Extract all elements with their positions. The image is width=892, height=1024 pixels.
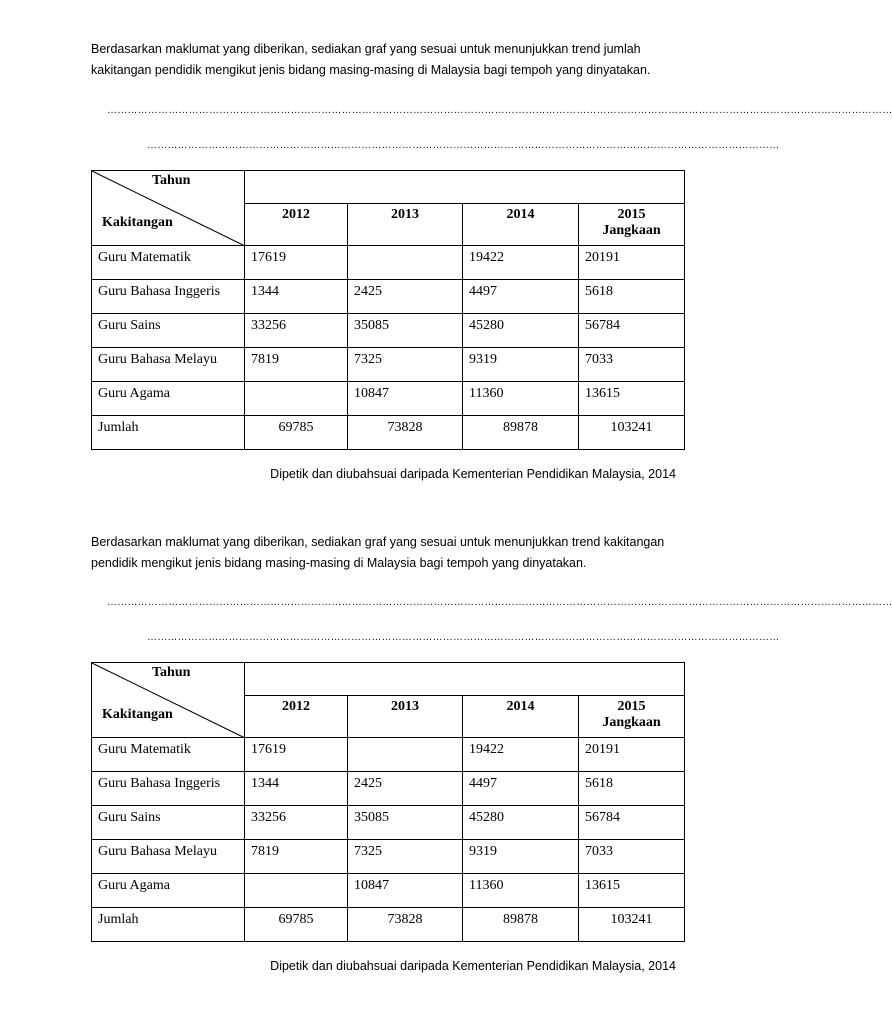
table-cell: 45280	[463, 314, 579, 348]
table-cell: 56784	[579, 806, 685, 840]
year-header: 2012	[245, 696, 348, 738]
year-header: 2014	[463, 696, 579, 738]
row-label: Guru Bahasa Melayu	[92, 840, 245, 874]
table-cell: 17619	[245, 738, 348, 772]
table-cell: 17619	[245, 246, 348, 280]
table-row	[92, 806, 685, 840]
table-cell: 20191	[579, 246, 685, 280]
table-corner-header	[92, 663, 245, 738]
table-cell: 5618	[579, 772, 685, 806]
total-cell: 89878	[463, 908, 579, 942]
table-cell: 20191	[579, 738, 685, 772]
row-label: Jumlah	[92, 908, 245, 942]
table-row	[92, 772, 685, 806]
table-cell: 7033	[579, 348, 685, 382]
total-cell: 73828	[348, 416, 463, 450]
total-cell: 103241	[579, 908, 685, 942]
table-cell: 33256	[245, 314, 348, 348]
table-cell: 11360	[463, 874, 579, 908]
row-label: Guru Bahasa Melayu	[92, 348, 245, 382]
total-row	[92, 416, 685, 450]
year-header: 2013	[348, 204, 463, 246]
year-header: 2014	[463, 204, 579, 246]
table-row	[92, 246, 685, 280]
staff-table-1	[91, 170, 685, 450]
corner-label-tahun: Tahun	[152, 665, 191, 680]
year-header-span	[245, 663, 685, 696]
answer-line-2b: ……………………………………………………………………………………………………………………………………………………………………	[147, 632, 780, 643]
table-cell: 4497	[463, 280, 579, 314]
row-label: Guru Sains	[92, 314, 245, 348]
corner-label-kakitangan: Kakitangan	[102, 215, 173, 230]
table-cell: 5618	[579, 280, 685, 314]
table-row	[92, 382, 685, 416]
table-cell: 13615	[579, 874, 685, 908]
row-label: Guru Agama	[92, 382, 245, 416]
total-cell: 89878	[463, 416, 579, 450]
question-prompt-1: Berdasarkan maklumat yang diberikan, sediakan graf yang sesuai untuk menunjukkan trend jumlah kakitangan pendidik mengikut jenis bidang masing-masing di Malaysia bagi tempoh yang dinyatakan.	[91, 42, 651, 77]
table-cell: 11360	[463, 382, 579, 416]
year-header: 2012	[245, 204, 348, 246]
table-row	[92, 280, 685, 314]
table-cell: 56784	[579, 314, 685, 348]
table-cell: 7325	[348, 840, 463, 874]
table-cell: 2425	[348, 280, 463, 314]
staff-table-2	[91, 662, 685, 942]
table-cell: 7819	[245, 348, 348, 382]
corner-label-kakitangan: Kakitangan	[102, 707, 173, 722]
year-header-span	[245, 171, 685, 204]
total-row	[92, 908, 685, 942]
table-cell: 33256	[245, 806, 348, 840]
row-label: Guru Sains	[92, 806, 245, 840]
table-row	[92, 840, 685, 874]
total-cell: 103241	[579, 416, 685, 450]
year-note: Jangkaan	[602, 223, 661, 238]
table-cell: 9319	[463, 348, 579, 382]
table-cell: 4497	[463, 772, 579, 806]
year-header: 2015 Jangkaan	[579, 696, 685, 738]
total-cell: 69785	[245, 416, 348, 450]
table-corner-header	[92, 171, 245, 246]
table-cell: 35085	[348, 314, 463, 348]
table-cell	[245, 382, 348, 416]
table-cell: 1344	[245, 280, 348, 314]
table-cell: 19422	[463, 738, 579, 772]
source-citation-1: Dipetik dan diubahsuai daripada Kementerian Pendidikan Malaysia, 2014	[270, 467, 676, 481]
table-cell: 45280	[463, 806, 579, 840]
table-cell: 13615	[579, 382, 685, 416]
table-cell: 19422	[463, 246, 579, 280]
table-row	[92, 738, 685, 772]
table-cell	[348, 738, 463, 772]
table-row	[92, 874, 685, 908]
row-label: Jumlah	[92, 416, 245, 450]
answer-line-1a: ……………………………………………………………………………………………………………………………………………………………………………………………………………	[107, 105, 892, 116]
table-cell: 9319	[463, 840, 579, 874]
row-label: Guru Agama	[92, 874, 245, 908]
table-cell: 10847	[348, 382, 463, 416]
corner-label-tahun: Tahun	[152, 173, 191, 188]
table-cell	[245, 874, 348, 908]
row-label: Guru Bahasa Inggeris	[92, 280, 245, 314]
table-row	[92, 348, 685, 382]
source-citation-2: Dipetik dan diubahsuai daripada Kementerian Pendidikan Malaysia, 2014	[270, 959, 676, 973]
table-cell: 7819	[245, 840, 348, 874]
question-prompt-2: Berdasarkan maklumat yang diberikan, sediakan graf yang sesuai untuk menunjukkan trend kakitangan pendidik mengikut jenis bidang masing-masing di Malaysia bagi tempoh yang dinyatakan.	[91, 535, 665, 570]
total-cell: 69785	[245, 908, 348, 942]
row-label: Guru Bahasa Inggeris	[92, 772, 245, 806]
row-label: Guru Matematik	[92, 246, 245, 280]
table-cell: 10847	[348, 874, 463, 908]
table-cell: 35085	[348, 806, 463, 840]
table-row	[92, 314, 685, 348]
total-cell: 73828	[348, 908, 463, 942]
answer-line-1b: ……………………………………………………………………………………………………………………………………………………………………	[147, 140, 780, 151]
table-cell: 7033	[579, 840, 685, 874]
year-note: Jangkaan	[602, 715, 661, 730]
table-cell	[348, 246, 463, 280]
table-cell: 2425	[348, 772, 463, 806]
table-cell: 1344	[245, 772, 348, 806]
row-label: Guru Matematik	[92, 738, 245, 772]
year-header: 2013	[348, 696, 463, 738]
answer-line-2a: ……………………………………………………………………………………………………………………………………………………………………………………………………………	[107, 597, 892, 608]
table-cell: 7325	[348, 348, 463, 382]
year-header: 2015 Jangkaan	[579, 204, 685, 246]
